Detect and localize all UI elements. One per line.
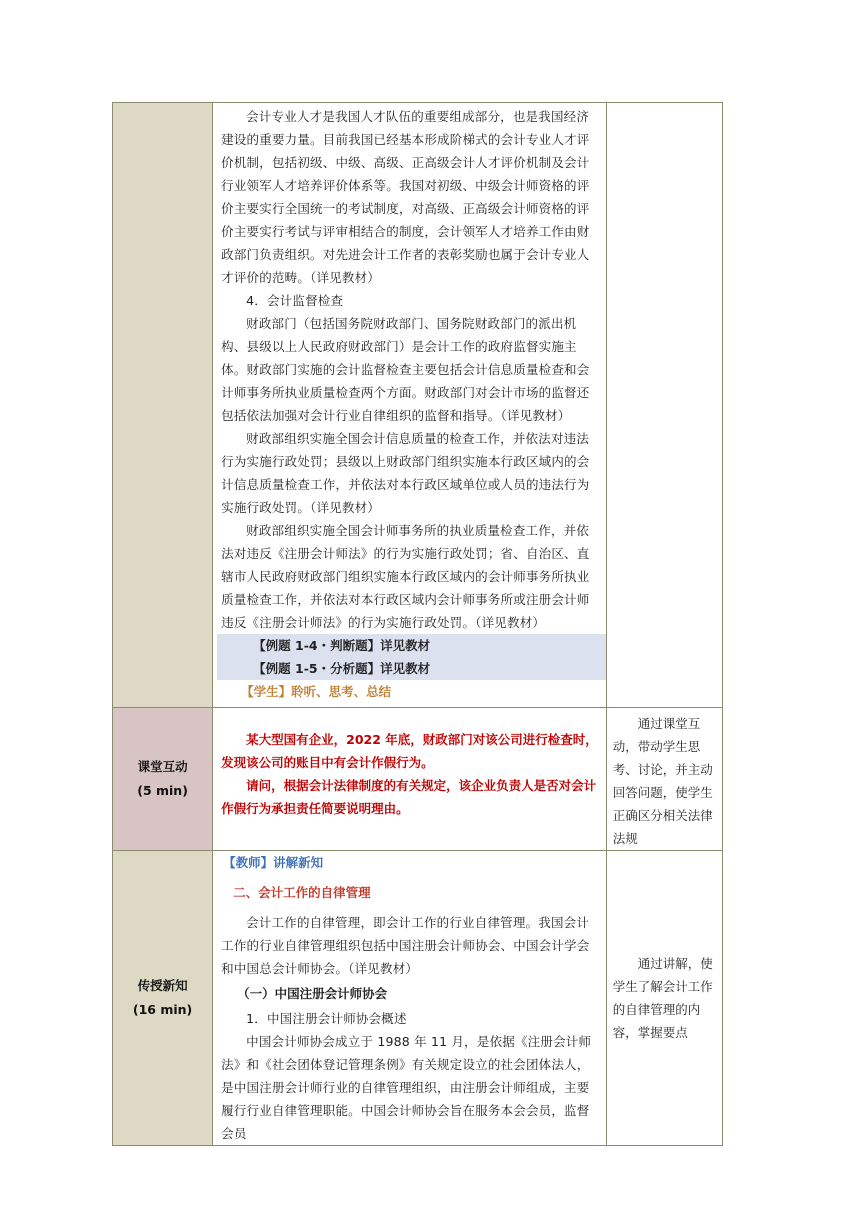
row1-content-cell	[213, 103, 607, 708]
paragraph-firm-quality-check: 财政部组织实施全国会计师事务所的执业质量检查工作，并依法对违反《注册会计师法》的行为实施行政处罚；省、自治区、直辖市人民政府财政部门组织实施本行政区域内的会计师事务所执业质量检查工作，并依法对本行政区域内会计师事务所或注册会计师违反《注册会计师法》的行为实施行政处罚。（详见教材）	[221, 523, 590, 630]
paragraph-talent-evaluation: 会计专业人才是我国人才队伍的重要组成部分，也是我国经济建设的重要力量。目前我国已经基本形成阶梯式的会计专业人才评价机制，包括初级、中级、高级、正高级会计人才评价机制及会计行业领军人才培养评价体系等。我国对初级、中级会计师资格的评价主要实行全国统一的考试制度，对高级、正高级会计师资格的评价主要实行考试与评审相结合的制度，会计领军人才培养工作由财政部门负责组织。对先进会计工作者的表彰奖励也属于会计专业人才评价的范畴。（详见教材）	[221, 109, 590, 285]
paragraph-cicpa-intro: 中国会计师协会成立于 1988 年 11 月，是依据《注册会计师法》和《社会团体登记管理条例》有关规定设立的社会团体法人，是中国注册会计师行业的自律管理组织，由注册会计师组成，主要履行行业自律管理职能。中国会计师协会旨在服务本会会员，监督会员	[221, 1034, 592, 1141]
interaction-purpose: 通过课堂互动，带动学生思考、讨论，并主动回答问题，使学生正确区分相关法律法规	[612, 716, 713, 846]
row1-note-cell	[606, 103, 722, 708]
new-knowledge-note-cell	[606, 851, 722, 1146]
new-knowledge-duration: (16 min)	[132, 1002, 193, 1017]
content-row-1	[113, 103, 723, 708]
interaction-content-cell	[213, 708, 607, 851]
new-knowledge-label-cell	[113, 851, 213, 1146]
lesson-plan-table	[112, 102, 723, 1146]
example-box	[217, 634, 606, 680]
item-cicpa-overview: 1．中国注册会计师协会概述	[246, 1011, 407, 1026]
new-knowledge-row	[113, 851, 723, 1146]
new-knowledge-content-cell	[213, 851, 607, 1146]
paragraph-info-quality-check: 财政部组织实施全国会计信息质量的检查工作，并依法对违法行为实施行政处罚；县级以上财政部门组织实施本行政区域内的会计信息质量检查工作，并依法对本行政区域单位或人员的违法行为实施行政处罚。（详见教材）	[221, 431, 590, 515]
interaction-row	[113, 708, 723, 851]
teacher-activity: 【教师】讲解新知	[223, 855, 324, 870]
interaction-label: 课堂互动	[137, 759, 188, 774]
case-description: 某大型国有企业，2022 年底，财政部门对该公司进行检查时，发现该公司的账目中有会计作假行为。	[221, 732, 598, 770]
example-1-4: 【例题 1-4・判断题】详见教材	[253, 638, 431, 653]
interaction-duration: (5 min)	[137, 783, 188, 798]
heading-supervision-inspection: 4．会计监督检查	[246, 293, 344, 308]
student-activity: 【学生】聆听、思考、总结	[241, 684, 392, 699]
new-knowledge-purpose: 通过讲解，使学生了解会计工作的自律管理的内容，掌握要点	[612, 956, 713, 1040]
row1-label-cell	[113, 103, 213, 708]
new-knowledge-label: 传授新知	[137, 978, 188, 993]
subsection-cicpa: （一）中国注册会计师协会	[237, 986, 388, 1001]
paragraph-self-regulation: 会计工作的自律管理，即会计工作的行业自律管理。我国会计工作的行业自律管理组织包括中国注册会计师协会、中国会计学会和中国总会计师协会。（详见教材）	[221, 915, 590, 976]
interaction-note-cell	[606, 708, 722, 851]
interaction-label-cell	[113, 708, 213, 851]
section-self-regulation: 二、会计工作的自律管理	[233, 885, 371, 900]
example-1-5: 【例题 1-5・分析题】详见教材	[253, 661, 431, 676]
paragraph-finance-department: 财政部门（包括国务院财政部门、国务院财政部门的派出机构、县级以上人民政府财政部门）是会计工作的政府监督实施主体。财政部门实施的会计监督检查主要包括会计信息质量检查和会计师事务所执业质量检查两个方面。财政部门对会计市场的监督还包括依法加强对会计行业自律组织的监督和指导。（详见教材）	[221, 316, 590, 423]
case-question: 请问，根据会计法律制度的有关规定，该企业负责人是否对会计作假行为承担责任简要说明理由。	[221, 778, 597, 816]
